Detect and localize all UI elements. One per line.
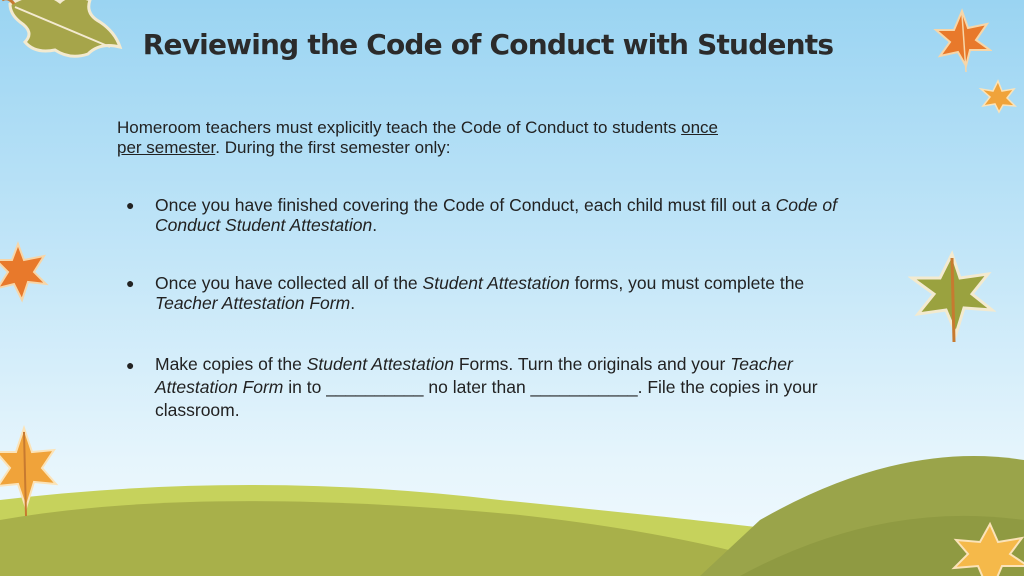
bullet-text: Make copies of the Student Attestation Forms. Turn the originals and your Teacher Attestation Form in to __________ no later than ___________. File the copies in your classroom. xyxy=(155,354,818,420)
intro-underline-semester: per semester xyxy=(117,138,216,157)
orange-leaf-icon xyxy=(950,520,1024,576)
italic-term: Teacher Attestation Form xyxy=(155,293,351,313)
intro-text-before: Homeroom teachers must explicitly teach the Code of Conduct to students xyxy=(117,118,682,137)
italic-term: Teacher Attestation Form xyxy=(155,354,793,397)
italic-term: Student Attestation xyxy=(306,354,454,374)
orange-leaf-icon xyxy=(0,424,60,520)
italic-term: Student Attestation xyxy=(422,273,570,293)
intro-paragraph xyxy=(117,118,877,158)
bullet-marker: ● xyxy=(126,357,135,373)
bullet-marker: ● xyxy=(126,275,135,291)
orange-leaf-icon xyxy=(0,240,50,304)
italic-term: Code of Conduct Student Attestation xyxy=(155,195,837,235)
small-leaf-icon xyxy=(978,78,1018,114)
slide-title: Reviewing the Code of Conduct with Students xyxy=(142,28,834,61)
bullet-marker: ● xyxy=(126,197,135,213)
bullet-text: Once you have collected all of the Student Attestation forms, you must complete the Teacher Attestation Form. xyxy=(155,273,805,313)
intro-underline-once: once xyxy=(681,118,718,137)
green-leaf-icon xyxy=(908,248,996,344)
intro-text-after: . During the first semester only: xyxy=(215,138,451,157)
bullet-text: Once you have finished covering the Code of Conduct, each child must fill out a Code of Conduct Student Attestation. xyxy=(155,195,837,235)
